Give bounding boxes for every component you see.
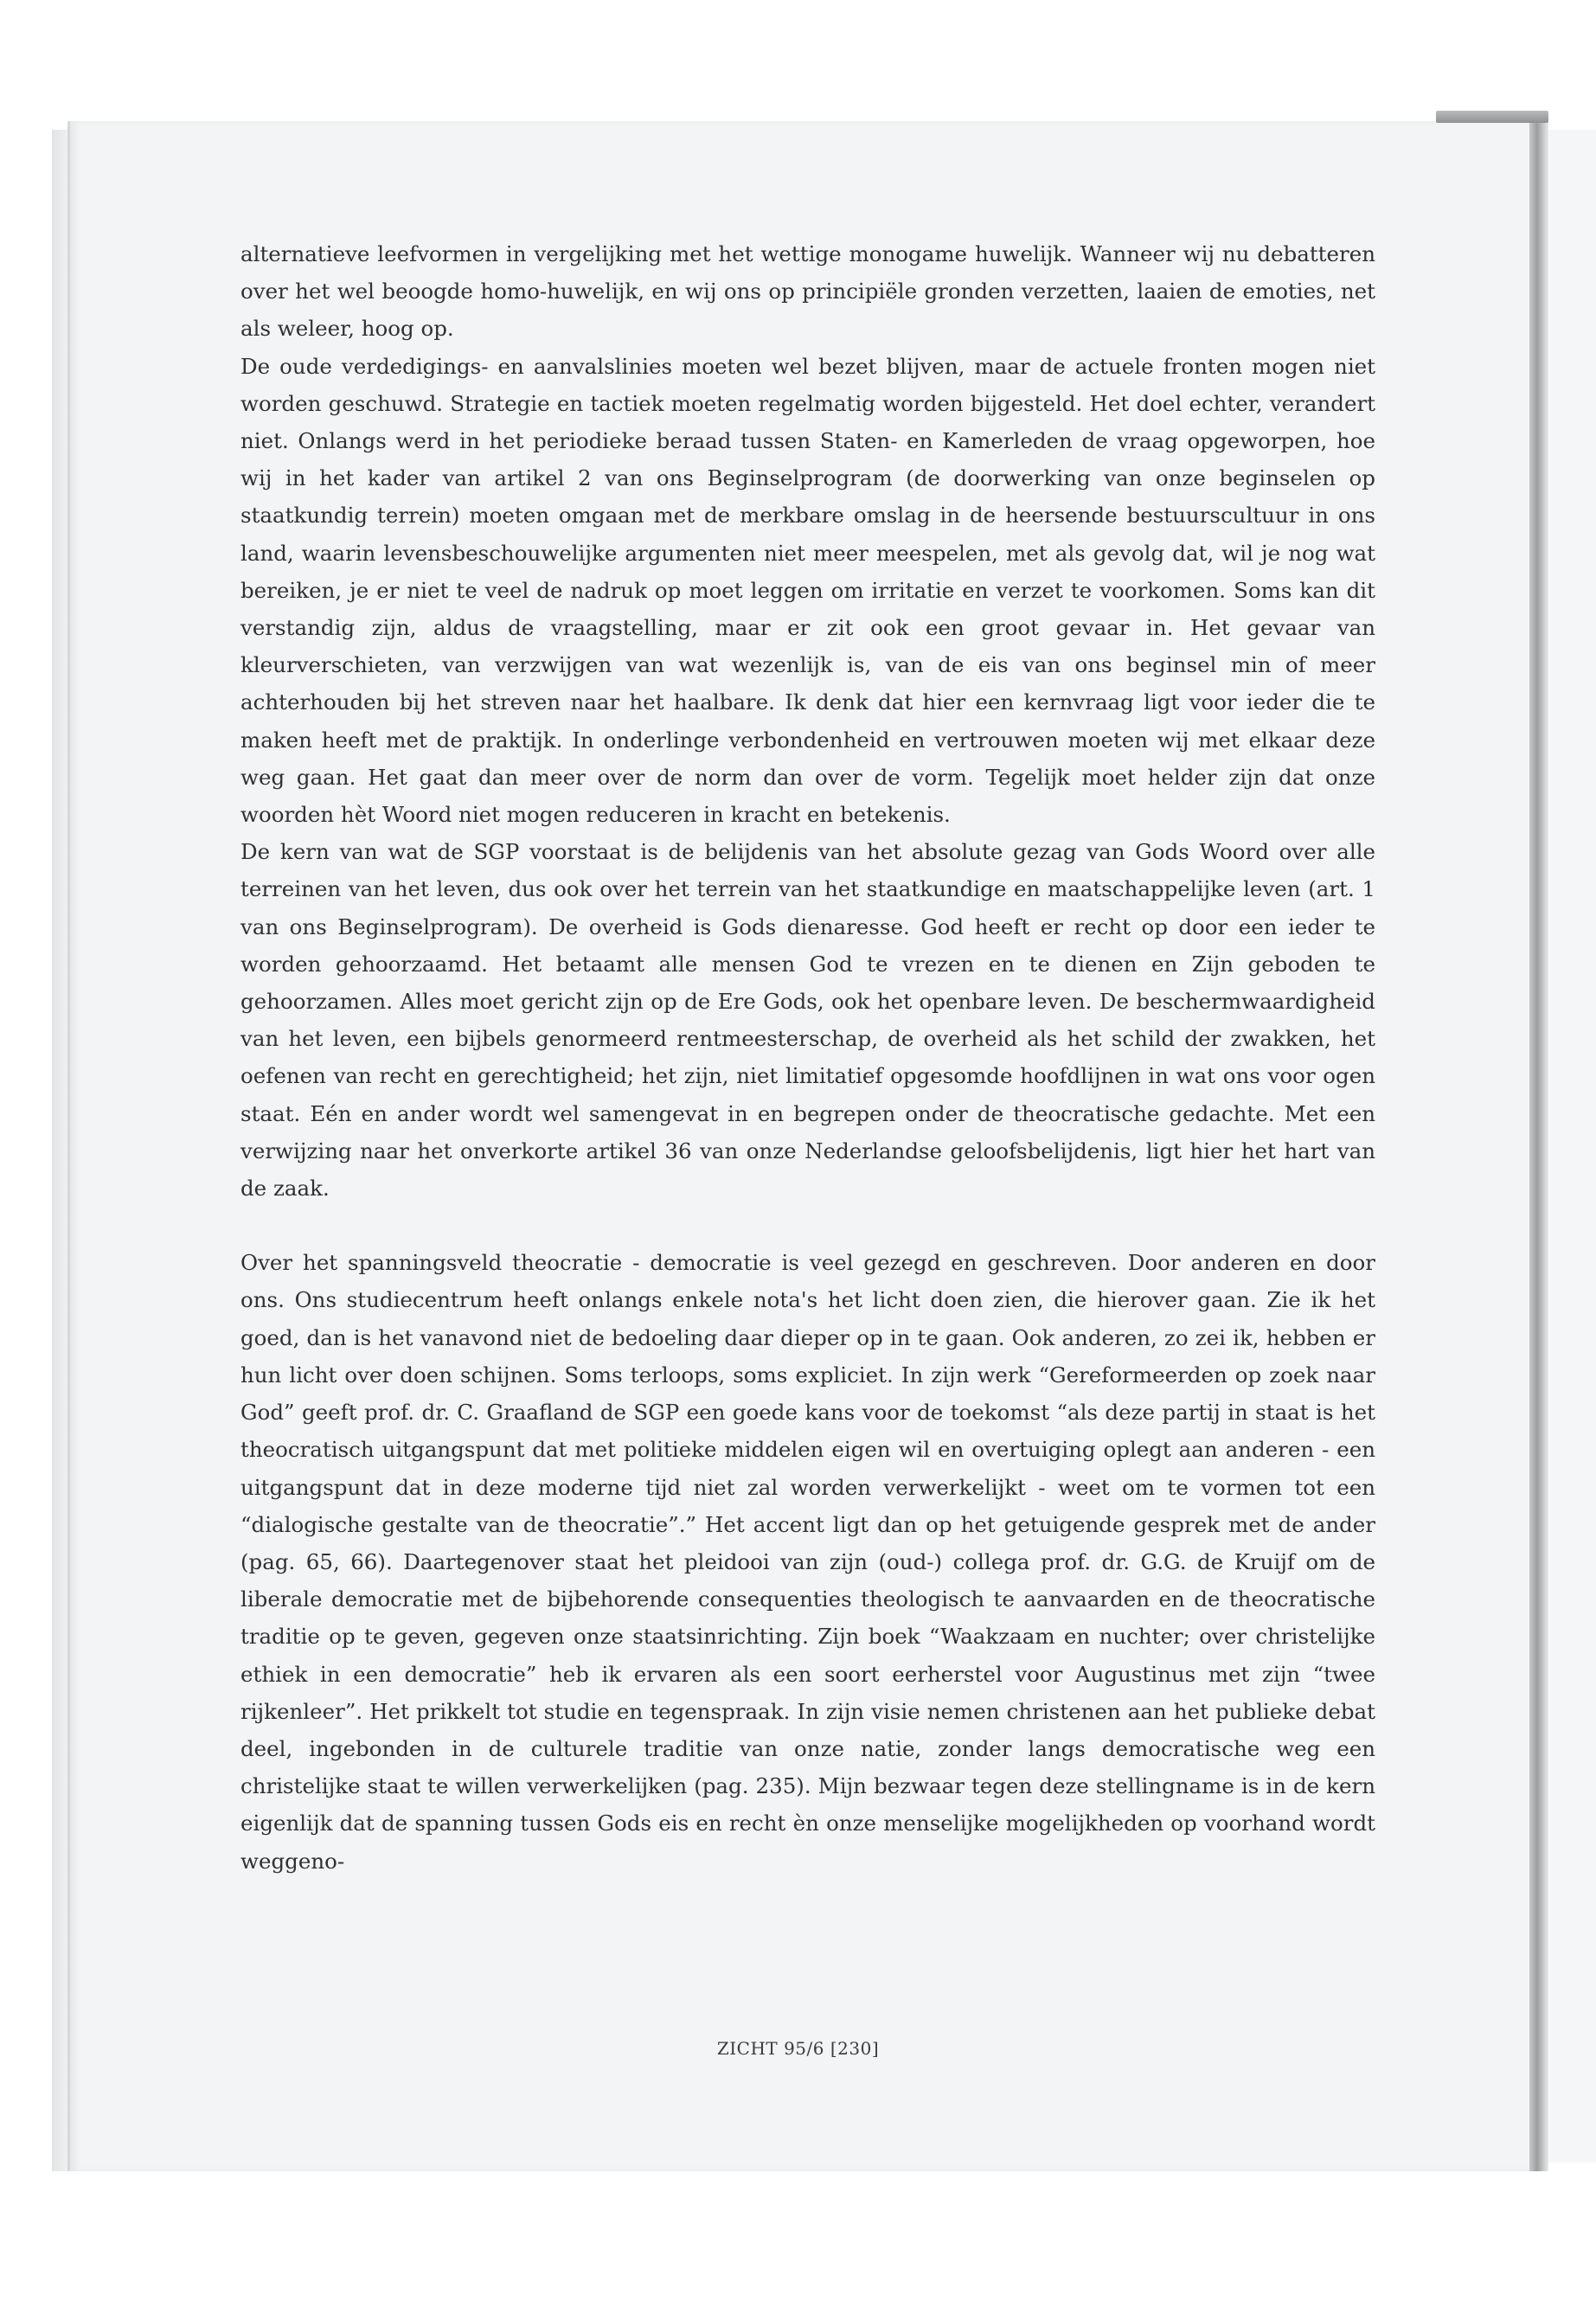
paragraph: alternatieve leefvormen in vergelijking met het wettige monogame huwelijk. Wanneer wij nu debatteren over het wel beoogde homo-huwelijk, en wij ons op principiële gronden verzetten, laaien de emoties, net als weleer, hoog op. <box>240 241 1375 342</box>
page-edge-left <box>52 130 67 2171</box>
page-folio: ZICHT 95/6 [230] <box>716 2038 880 2059</box>
paragraph: Over het spanningsveld theocratie - democratie is veel gezegd en geschreven. Door anderen en door ons. Ons studiecentrum heeft onlangs enkele nota's het licht doen zien, die hierover gaan. Zie ik het goed, dan is het vanavond niet de bedoeling daar dieper op in te gaan. Ook anderen, zo zei ik, hebben er hun licht over doen schijnen. Soms terloops, soms expliciet. In zijn werk “Gereformeerden op zoek naar God” geeft prof. dr. C. Graafland de SGP een goede kans voor de toekomst “als deze partij in staat is het theocratisch uitgangspunt dat met politieke middelen eigen wil en overtuiging oplegt aan anderen - een uitgangspunt dat in deze moderne tijd niet zal worden verwerkelijkt - weet om te vormen tot een “dialogische gestalte van de theocratie”.” Het accent ligt dan op het getuigende gesprek met de ander (pag. 65, 66). Daartegenover staat het pleidooi van zijn (oud-) collega prof. dr. G.G. de Kruijf om de liberale democratie met de bijbehorende consequenties theologisch te aanvaarden en de theocratische traditie op te geven, gegeven onze staatsinrichting. Zijn boek “Waakzaam en nuchter; over christelijke ethiek in een democratie” heb ik ervaren als een soort eerherstel voor Augustinus met zijn “twee rijkenleer”. Het prikkelt tot studie en tegenspraak. In zijn visie nemen christenen aan het publieke debat deel, ingebonden in de culturele traditie van onze natie, zonder langs democratische weg een christelijke staat te willen verwerkelijken (pag. 235). Mijn bezwaar tegen deze stellingname is in de kern eigenlijk dat de spanning tussen Gods eis en recht èn onze menselijke mogelijkheden op voorhand wordt weggeno- <box>240 1250 1375 1874</box>
paragraph: De oude verdedigings- en aanvalslinies moeten wel bezet blijven, maar de actuele fronten mogen niet worden geschuwd. Strategie en tactiek moeten regelmatig worden bijgesteld. Het doel echter, verandert niet. Onlangs werd in het periodieke beraad tussen Staten- en Kamerleden de vraag opgeworpen, hoe wij in het kader van artikel 2 van ons Beginselprogram (de doorwerking van onze beginselen op staatkundig terrein) moeten omgaan met de merkbare omslag in de heersende bestuurscultuur in ons land, waarin levensbeschouwelijke argumenten niet meer meespelen, met als gevolg dat, wil je nog wat bereiken, je er niet te veel de nadruk op moet leggen om irritatie en verzet te voorkomen. Soms kan dit verstandig zijn, aldus de vraagstelling, maar er zit ook een groot gevaar in. Het gevaar van kleurverschieten, van verzwijgen van wat wezenlijk is, van de eis van ons beginsel min of meer achterhouden bij het streven naar het haalbare. Ik denk dat hier een kernvraag ligt voor ieder die te maken heeft met de praktijk. In onderlinge verbondenheid en vertrouwen moeten wij met elkaar deze weg gaan. Het gaat dan meer over de norm dan over de vorm. Tegelijk moet helder zijn dat onze woorden hèt Woord niet mogen reduceren in kracht en betekenis. <box>240 353 1375 828</box>
book-cover-edge <box>1436 111 1548 123</box>
page-edge-far <box>1548 130 1596 2163</box>
page-edge-right <box>1529 121 1548 2171</box>
paragraph: De kern van wat de SGP voorstaat is de belijdenis van het absolute gezag van Gods Woord over alle terreinen van het leven, dus ook over het terrein van het staatkundige en maatschappelijke leven (art. 1 van ons Beginselprogram). De overheid is Gods dienaresse. God heeft er recht op door een ieder te worden gehoorzaamd. Het betaamt alle mensen God te vrezen en te dienen en Zijn geboden te gehoorzamen. Alles moet gericht zijn op de Ere Gods, ook het openbare leven. De beschermwaardigheid van het leven, een bijbels genormeerd rentmeesterschap, de overheid als het schild der zwakken, het oefenen van recht en gerechtigheid; het zijn, niet limitatief opgesomde hoofdlijnen in wat ons voor ogen staat. Eén en ander wordt wel samengevat in en begrepen onder de theocratische gedachte. Met een verwijzing naar het onverkorte artikel 36 van onze Nederlandse geloofsbelijdenis, ligt hier het hart van de zaak. <box>240 839 1375 1202</box>
body-text <box>240 235 1375 1880</box>
